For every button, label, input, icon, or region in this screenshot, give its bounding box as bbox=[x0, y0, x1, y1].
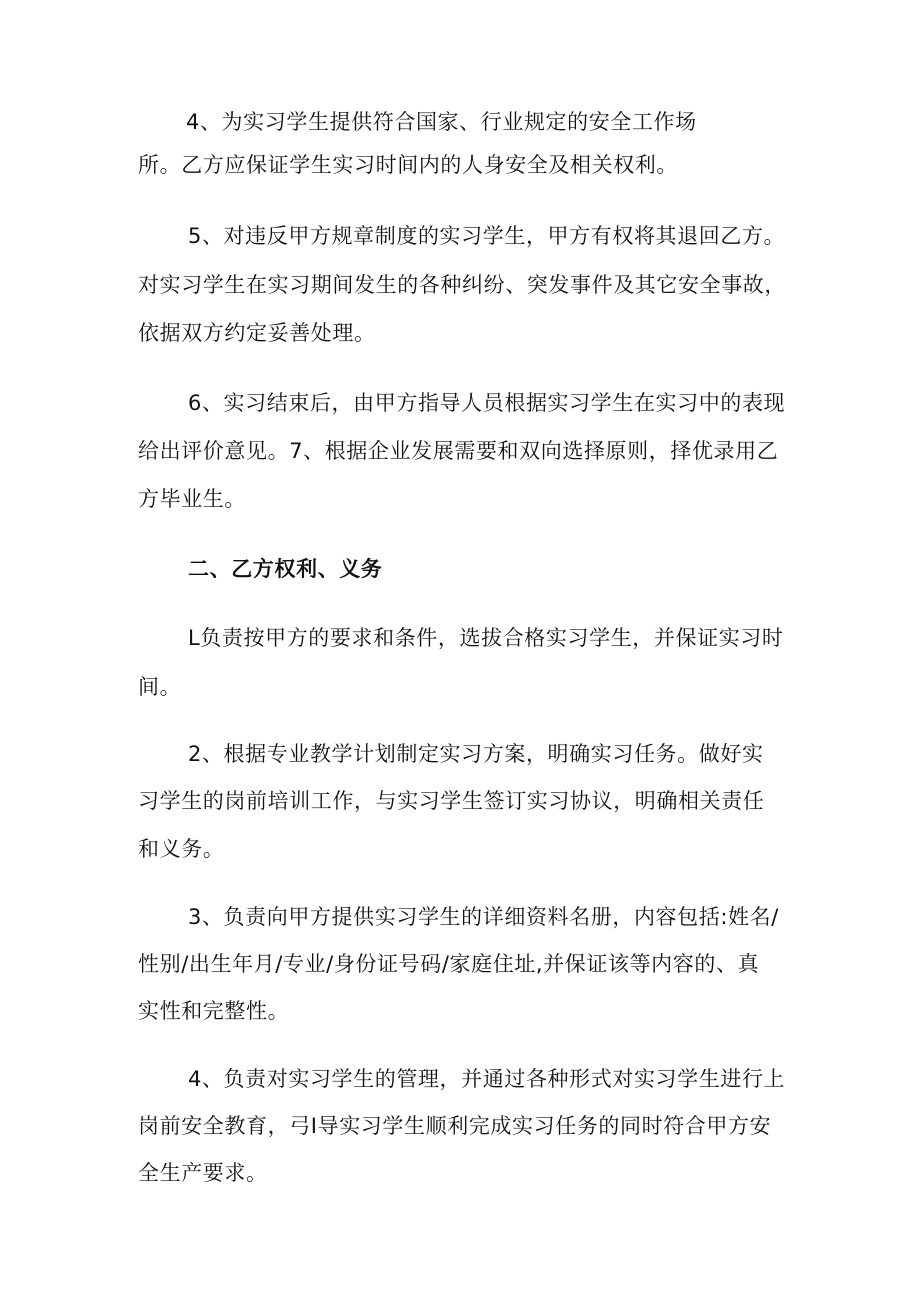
paragraph-4-line-1: 4、为实习学生提供符合国家、行业规定的安全工作场 bbox=[186, 110, 697, 134]
party-b-item-1-line-1: L负责按甲方的要求和条件，选拔合格实习学生，并保证实习时 bbox=[188, 626, 784, 650]
party-b-item-2-line-3: 和义务。 bbox=[138, 837, 225, 861]
party-b-item-4-line-3: 全生产要求。 bbox=[138, 1161, 268, 1185]
party-b-item-3-line-2: 性别/出生年月/专业/身份证号码/家庭住址,并保证该等内容的、真 bbox=[138, 952, 760, 976]
section-heading: 二、乙方权利、义务 bbox=[188, 557, 383, 581]
party-b-item-1-line-2: 间。 bbox=[138, 675, 182, 699]
party-b-item-4-line-1: 4、负责对实习学生的管理，并通过各种形式对实习学生进行上 bbox=[188, 1067, 786, 1091]
party-b-item-3-line-1: 3、负责向甲方提供实习学生的详细资料名册，内容包括:姓名/ bbox=[188, 905, 779, 929]
paragraph-4-line-2: 所。乙方应保证学生实习时间内的人身安全及相关权利。 bbox=[138, 153, 678, 177]
paragraph-6-line-3: 方毕业生。 bbox=[138, 487, 246, 511]
paragraph-6-line-1: 6、实习结束后，由甲方指导人员根据实习学生在实习中的表现 bbox=[188, 391, 786, 415]
party-b-item-2-line-2: 习学生的岗前培训工作，与实习学生签订实习协议，明确相关责任 bbox=[138, 789, 765, 813]
party-b-item-3-line-3: 实性和完整性。 bbox=[138, 999, 290, 1023]
paragraph-5-line-2: 对实习学生在实习期间发生的各种纠纷、突发事件及其它安全事故， bbox=[138, 273, 786, 297]
paragraph-5-line-3: 依据双方约定妥善处理。 bbox=[138, 321, 376, 345]
party-b-item-4-line-2: 岗前安全教育，弓I导实习学生顺利完成实习任务的同时符合甲方安 bbox=[138, 1114, 772, 1138]
paragraph-5-line-1: 5、对违反甲方规章制度的实习学生，甲方有权将其退回乙方。 bbox=[188, 224, 786, 248]
party-b-item-2-line-1: 2、根据专业教学计划制定实习方案，明确实习任务。做好实 bbox=[188, 742, 764, 766]
paragraph-6-line-2: 给出评价意见。7、根据企业发展需要和双向选择原则，择优录用乙 bbox=[138, 439, 779, 463]
